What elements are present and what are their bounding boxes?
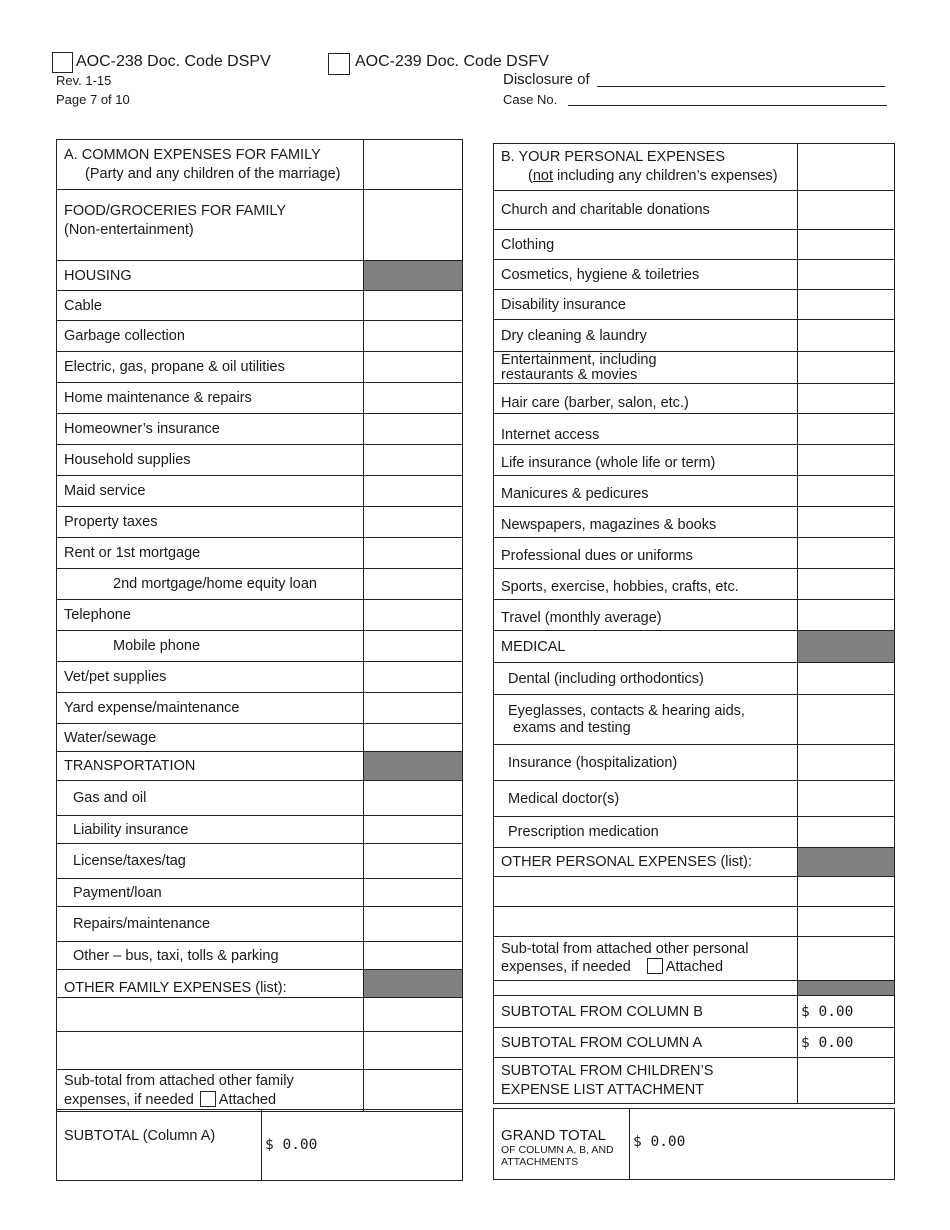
column-b-subtitle: including any children’s expenses) bbox=[553, 168, 778, 184]
disability-insurance-amount[interactable] bbox=[798, 290, 895, 320]
form2-label: AOC-239 Doc. Code DSFV bbox=[355, 53, 549, 70]
travel-label: Travel (monthly average) bbox=[494, 600, 798, 631]
personal-attached-line1: Sub-total from attached other personal bbox=[501, 941, 749, 957]
cosmetics-label: Cosmetics, hygiene & toiletries bbox=[494, 260, 798, 290]
family-attached-row bbox=[57, 1070, 364, 1112]
aoc239-checkbox[interactable] bbox=[328, 53, 350, 75]
family-attached-checkbox[interactable] bbox=[200, 1091, 216, 1107]
personal-attached-amount[interactable] bbox=[798, 937, 895, 981]
vet-supplies-label: Vet/pet supplies bbox=[57, 662, 364, 693]
aoc238-checkbox[interactable] bbox=[52, 52, 73, 73]
doctors-label: Medical doctor(s) bbox=[494, 781, 798, 817]
manicures-label: Manicures & pedicures bbox=[494, 476, 798, 507]
family-attached-line2: expenses, if needed bbox=[64, 1091, 194, 1108]
donations-amount[interactable] bbox=[798, 191, 895, 230]
other-family-line-1[interactable] bbox=[57, 998, 364, 1032]
transportation-shaded-cell bbox=[364, 752, 463, 781]
personal-attached-label: Attached bbox=[665, 959, 724, 975]
eyeglasses-row bbox=[494, 695, 798, 745]
internet-label: Internet access bbox=[494, 414, 798, 445]
grand-total-label: GRAND TOTAL bbox=[501, 1127, 607, 1144]
food-sublabel: (Non-entertainment) bbox=[64, 222, 194, 238]
hospitalization-amount[interactable] bbox=[798, 745, 895, 781]
maid-service-amount[interactable] bbox=[364, 476, 463, 507]
cosmetics-amount[interactable] bbox=[798, 260, 895, 290]
eyeglasses-line1: Eyeglasses, contacts & hearing aids, bbox=[508, 702, 745, 719]
travel-amount[interactable] bbox=[798, 600, 895, 631]
household-supplies-label: Household supplies bbox=[57, 445, 364, 476]
payment-loan-label: Payment/loan bbox=[57, 879, 364, 907]
subtotal-a-label: SUBTOTAL (Column A) bbox=[57, 1110, 262, 1181]
hair-care-label: Hair care (barber, salon, etc.) bbox=[494, 384, 798, 414]
grand-total-value[interactable]: $ 0.00 bbox=[630, 1109, 895, 1180]
other-family-heading: OTHER FAMILY EXPENSES (list): bbox=[57, 970, 364, 998]
license-taxes-amount[interactable] bbox=[364, 844, 463, 879]
property-taxes-label: Property taxes bbox=[57, 507, 364, 538]
grand-total-table bbox=[493, 1108, 895, 1180]
license-taxes-label: License/taxes/tag bbox=[57, 844, 364, 879]
clothing-label: Clothing bbox=[494, 230, 798, 260]
other-personal-shaded-cell bbox=[798, 848, 895, 877]
column-b-subtitle-open: ( bbox=[528, 168, 533, 184]
medical-heading: MEDICAL bbox=[494, 631, 798, 663]
hair-care-amount[interactable] bbox=[798, 384, 895, 414]
column-a-title: A. COMMON EXPENSES FOR FAMILY bbox=[64, 146, 321, 163]
sports-amount[interactable] bbox=[798, 569, 895, 600]
food-amount[interactable] bbox=[364, 190, 463, 261]
subtotal-b-value[interactable]: $ 0.00 bbox=[798, 996, 895, 1028]
garbage-amount[interactable] bbox=[364, 321, 463, 352]
other-transport-amount[interactable] bbox=[364, 942, 463, 970]
clothing-amount[interactable] bbox=[798, 230, 895, 260]
other-personal-amount-1[interactable] bbox=[798, 877, 895, 907]
property-taxes-amount[interactable] bbox=[364, 507, 463, 538]
second-mortgage-label: 2nd mortgage/home equity loan bbox=[57, 569, 364, 600]
spacer-shaded-cell bbox=[798, 981, 895, 996]
dental-amount[interactable] bbox=[798, 663, 895, 695]
second-mortgage-amount[interactable] bbox=[364, 569, 463, 600]
professional-dues-amount[interactable] bbox=[798, 538, 895, 569]
other-family-amount-2[interactable] bbox=[364, 1032, 463, 1070]
cable-amount[interactable] bbox=[364, 291, 463, 321]
children-subtotal-amount[interactable] bbox=[798, 1058, 895, 1104]
personal-attached-checkbox[interactable] bbox=[647, 958, 663, 974]
yard-expense-amount[interactable] bbox=[364, 693, 463, 724]
subtotal-b-label: SUBTOTAL FROM COLUMN B bbox=[494, 996, 798, 1028]
maid-service-label: Maid service bbox=[57, 476, 364, 507]
disclosure-label: Disclosure of bbox=[503, 71, 590, 88]
newspapers-amount[interactable] bbox=[798, 507, 895, 538]
dry-cleaning-amount[interactable] bbox=[798, 320, 895, 352]
utilities-amount[interactable] bbox=[364, 352, 463, 383]
entertainment-line1: Entertainment, including bbox=[501, 351, 657, 368]
other-personal-line-2[interactable] bbox=[494, 907, 798, 937]
hospitalization-label: Insurance (hospitalization) bbox=[494, 745, 798, 781]
home-maintenance-amount[interactable] bbox=[364, 383, 463, 414]
food-row-label bbox=[57, 190, 364, 261]
form1-label: AOC-238 Doc. Code DSPV bbox=[76, 53, 271, 70]
column-b-subtitle-not: not bbox=[532, 168, 554, 184]
children-line1: SUBTOTAL FROM CHILDREN’S bbox=[501, 1062, 714, 1079]
disclosure-field[interactable] bbox=[597, 86, 885, 87]
column-b-title: B. YOUR PERSONAL EXPENSES bbox=[501, 149, 726, 165]
prescription-amount[interactable] bbox=[798, 817, 895, 848]
doctors-amount[interactable] bbox=[798, 781, 895, 817]
housing-heading: HOUSING bbox=[57, 261, 364, 291]
other-personal-heading: OTHER PERSONAL EXPENSES (list): bbox=[494, 848, 798, 877]
newspapers-label: Newspapers, magazines & books bbox=[494, 507, 798, 538]
family-attached-amount[interactable] bbox=[364, 1070, 463, 1112]
column-b-header-blank bbox=[798, 144, 895, 191]
subtotal-a-value[interactable]: $ 0.00 bbox=[262, 1110, 463, 1181]
liability-insurance-label: Liability insurance bbox=[57, 816, 364, 844]
repairs-amount[interactable] bbox=[364, 907, 463, 942]
subtotal-a-carry-value[interactable]: $ 0.00 bbox=[798, 1028, 895, 1058]
column-a-subtotal-table bbox=[56, 1109, 463, 1181]
grand-total-sub2: ATTACHMENTS bbox=[501, 1156, 579, 1168]
children-line2: EXPENSE LIST ATTACHMENT bbox=[501, 1081, 705, 1098]
column-a-table bbox=[56, 139, 463, 1112]
mobile-phone-label: Mobile phone bbox=[57, 631, 364, 662]
yard-expense-label: Yard expense/maintenance bbox=[57, 693, 364, 724]
eyeglasses-line2: exams and testing bbox=[513, 719, 631, 736]
homeowners-insurance-label: Homeowner’s insurance bbox=[57, 414, 364, 445]
water-sewage-amount[interactable] bbox=[364, 724, 463, 752]
mobile-phone-amount[interactable] bbox=[364, 631, 463, 662]
grand-total-label-cell bbox=[494, 1109, 630, 1180]
sports-label: Sports, exercise, hobbies, crafts, etc. bbox=[494, 569, 798, 600]
personal-attached-line2: expenses, if needed bbox=[501, 959, 631, 975]
dental-label: Dental (including orthodontics) bbox=[494, 663, 798, 695]
spacer-row bbox=[494, 981, 798, 996]
subtotal-a-carry-label: SUBTOTAL FROM COLUMN A bbox=[494, 1028, 798, 1058]
disability-insurance-label: Disability insurance bbox=[494, 290, 798, 320]
life-insurance-amount[interactable] bbox=[798, 445, 895, 476]
grand-total-sub1: OF COLUMN A, B, AND bbox=[501, 1144, 614, 1156]
repairs-label: Repairs/maintenance bbox=[57, 907, 364, 942]
vet-supplies-amount[interactable] bbox=[364, 662, 463, 693]
rent-mortgage-label: Rent or 1st mortgage bbox=[57, 538, 364, 569]
dry-cleaning-label: Dry cleaning & laundry bbox=[494, 320, 798, 352]
revision-label: Rev. 1-15 bbox=[56, 73, 112, 88]
homeowners-insurance-amount[interactable] bbox=[364, 414, 463, 445]
gas-oil-label: Gas and oil bbox=[57, 781, 364, 816]
other-family-line-2[interactable] bbox=[57, 1032, 364, 1070]
home-maintenance-label: Home maintenance & repairs bbox=[57, 383, 364, 414]
liability-insurance-amount[interactable] bbox=[364, 816, 463, 844]
family-attached-label: Attached bbox=[218, 1091, 277, 1108]
column-b-table bbox=[493, 143, 895, 1104]
transportation-heading: TRANSPORTATION bbox=[57, 752, 364, 781]
payment-loan-amount[interactable] bbox=[364, 879, 463, 907]
other-family-shaded-cell bbox=[364, 970, 463, 998]
personal-attached-row bbox=[494, 937, 798, 981]
telephone-label: Telephone bbox=[57, 600, 364, 631]
internet-amount[interactable] bbox=[798, 414, 895, 445]
entertainment-amount[interactable] bbox=[798, 352, 895, 384]
column-a-header-blank bbox=[364, 140, 463, 190]
other-personal-line-1[interactable] bbox=[494, 877, 798, 907]
case-label: Case No. bbox=[503, 92, 558, 107]
gas-oil-amount[interactable] bbox=[364, 781, 463, 816]
family-attached-line1: Sub-total from attached other family bbox=[64, 1072, 294, 1089]
column-b-header bbox=[494, 144, 798, 191]
entertainment-line2: restaurants & movies bbox=[501, 366, 638, 383]
children-subtotal-row bbox=[494, 1058, 798, 1104]
column-a-header bbox=[57, 140, 364, 190]
cable-label: Cable bbox=[57, 291, 364, 321]
prescription-label: Prescription medication bbox=[494, 817, 798, 848]
entertainment-row bbox=[494, 352, 798, 384]
case-number-field[interactable] bbox=[568, 105, 887, 106]
eyeglasses-amount[interactable] bbox=[798, 695, 895, 745]
other-personal-amount-2[interactable] bbox=[798, 907, 895, 937]
page-number: Page 7 of 10 bbox=[56, 92, 130, 107]
water-sewage-label: Water/sewage bbox=[57, 724, 364, 752]
telephone-amount[interactable] bbox=[364, 600, 463, 631]
garbage-label: Garbage collection bbox=[57, 321, 364, 352]
food-label: FOOD/GROCERIES FOR FAMILY bbox=[64, 203, 287, 219]
housing-shaded-cell bbox=[364, 261, 463, 291]
rent-mortgage-amount[interactable] bbox=[364, 538, 463, 569]
other-transport-label: Other – bus, taxi, tolls & parking bbox=[57, 942, 364, 970]
column-a-subtitle: (Party and any children of the marriage) bbox=[85, 165, 341, 182]
other-family-amount-1[interactable] bbox=[364, 998, 463, 1032]
donations-label: Church and charitable donations bbox=[494, 191, 798, 230]
life-insurance-label: Life insurance (whole life or term) bbox=[494, 445, 798, 476]
household-supplies-amount[interactable] bbox=[364, 445, 463, 476]
utilities-label: Electric, gas, propane & oil utilities bbox=[57, 352, 364, 383]
medical-shaded-cell bbox=[798, 631, 895, 663]
manicures-amount[interactable] bbox=[798, 476, 895, 507]
professional-dues-label: Professional dues or uniforms bbox=[494, 538, 798, 569]
